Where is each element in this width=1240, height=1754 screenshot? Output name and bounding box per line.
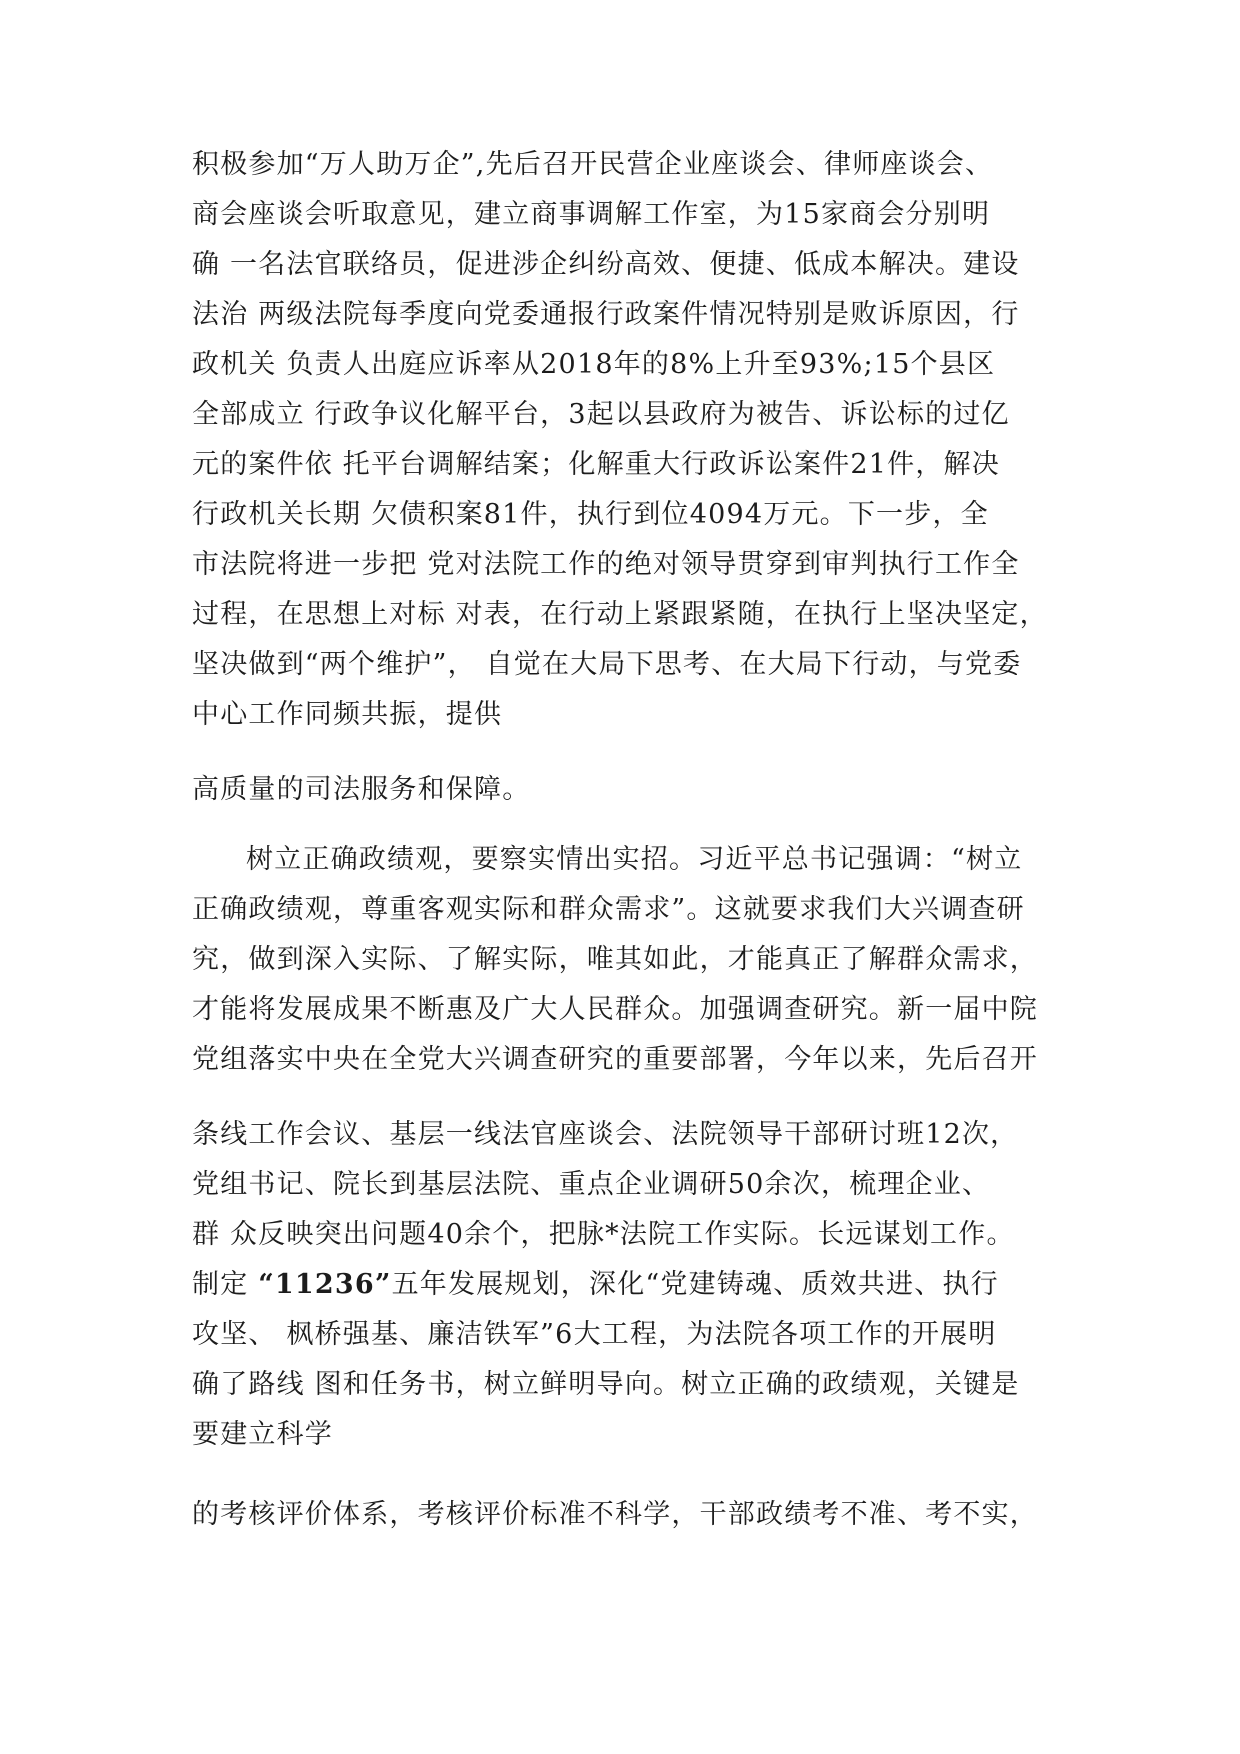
text-line: 究，做到深入实际、了解实际，唯其如此，才能真正了解群众需求， bbox=[192, 944, 1038, 975]
text-line: 才能将发展成果不断惠及广大人民群众。加强调查研究。新一届中院 bbox=[192, 994, 1038, 1025]
text-line: 中心工作同频共振，提供 bbox=[192, 699, 503, 730]
text-line: 条线工作会议、基层一线法官座谈会、法院领导干部研讨班12次， bbox=[192, 1119, 1019, 1150]
text-segment: 五年发展规划，深化“党建铸魂、质效共进、执行 bbox=[391, 1269, 999, 1300]
text-line: 行政机关长期 欠债积案81件，执行到位4094万元。下一步，全 bbox=[192, 499, 989, 530]
text-line: 法治 两级法院每季度向党委通报行政案件情况特别是败诉原因，行 bbox=[192, 299, 1020, 330]
text-line: 党组落实中央在全党大兴调查研究的重要部署，今年以来，先后召开 bbox=[192, 1044, 1038, 1075]
text-line: 市法院将进一步把 党对法院工作的绝对领导贯穿到审判执行工作全 bbox=[192, 549, 1020, 580]
text-line: 确了路线 图和任务书，树立鲜明导向。树立正确的政绩观，关键是 bbox=[192, 1369, 1020, 1400]
text-line: 的考核评价体系，考核评价标准不科学，干部政绩考不准、考不实， bbox=[192, 1499, 1038, 1530]
text-line: 高质量的司法服务和保障。 bbox=[192, 774, 531, 805]
paragraph-first-line: 树立正确政绩观，要察实情出实招。习近平总书记强调：“树立 bbox=[246, 844, 1023, 875]
text-segment: 制定 bbox=[192, 1269, 259, 1300]
text-line: 确 一名法官联络员，促进涉企纠纷高效、便捷、低成本解决。建设 bbox=[192, 249, 1020, 280]
text-line: 过程，在思想上对标 对表，在行动上紧跟紧随，在执行上坚决坚定， bbox=[192, 599, 1048, 630]
text-line: 要建立科学 bbox=[192, 1419, 333, 1450]
text-line: 积极参加“万人助万企”,先后召开民营企业座谈会、律师座谈会、 bbox=[192, 149, 994, 180]
text-line: 攻坚、 枫桥强基、廉洁铁军”6大工程，为法院各项工作的开展明 bbox=[192, 1319, 997, 1350]
bold-plan-code: “11236” bbox=[258, 1269, 392, 1300]
text-line: 商会座谈会听取意见，建立商事调解工作室，为15家商会分别明 bbox=[192, 199, 991, 230]
text-line: 坚决做到“两个维护”， 自觉在大局下思考、在大局下行动，与党委 bbox=[192, 649, 1022, 680]
text-line bbox=[192, 1260, 1052, 1310]
text-line: 群 众反映突出问题40余个，把脉*法院工作实际。长远谋划工作。 bbox=[192, 1219, 1015, 1250]
text-line: 政机关 负责人出庭应诉率从2018年的8%上升至93%;15个县区 bbox=[192, 349, 996, 380]
text-line: 全部成立 行政争议化解平台，3起以县政府为被告、诉讼标的过亿 bbox=[192, 399, 1010, 430]
text-line: 正确政绩观，尊重客观实际和群众需求”。这就要求我们大兴调查研 bbox=[192, 894, 1025, 925]
text-line: 元的案件依 托平台调解结案；化解重大行政诉讼案件21件，解决 bbox=[192, 449, 1000, 480]
text-line: 党组书记、院长到基层法院、重点企业调研50余次，梳理企业、 bbox=[192, 1169, 991, 1200]
